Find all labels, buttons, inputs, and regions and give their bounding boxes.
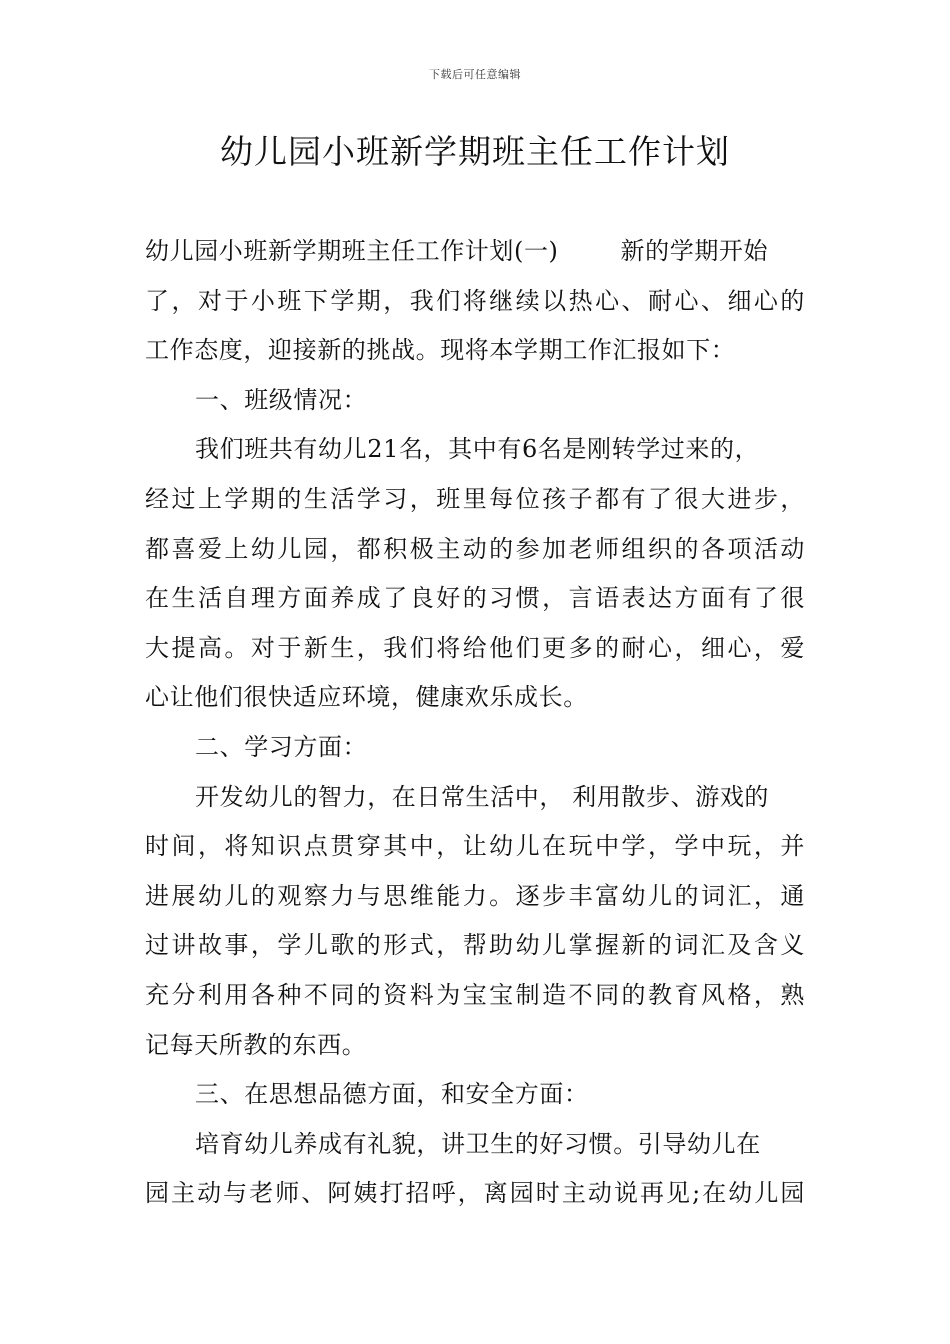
paragraph-line: 心让他们很快适应环境，健康欢乐成长。	[145, 683, 588, 712]
intro-subtitle: 幼儿园小班新学期班主任工作计划(一)	[145, 237, 559, 265]
section-heading-morality-safety: 三、在思想品德方面，和安全方面：	[195, 1080, 589, 1109]
paragraph-line: 记每天所教的东西。	[145, 1030, 367, 1059]
paragraph-line: 我们班共有幼儿21名，其中有6名是刚转学过来的，	[195, 435, 760, 464]
paragraph-line: 大提高。对于新生，我们将给他们更多的耐心，细心，爱	[145, 633, 805, 662]
paragraph-line: 培育幼儿养成有礼貌，讲卫生的好习惯。引导幼儿在	[195, 1129, 761, 1158]
section-heading-learning: 二、学习方面：	[195, 732, 368, 761]
document-title: 幼儿园小班新学期班主任工作计划	[220, 132, 730, 171]
intro-line-3: 工作态度，迎接新的挑战。现将本学期工作汇报如下：	[145, 336, 736, 365]
paragraph-line: 时间，将知识点贯穿其中，让幼儿在玩中学，学中玩，并	[145, 832, 805, 861]
intro-line-2: 了，对于小班下学期，我们将继续以热心、耐心、细心的	[145, 286, 805, 315]
paragraph-line: 都喜爱上幼儿园，都积极主动的参加老师组织的各项活动	[145, 534, 805, 563]
paragraph-line: 在生活自理方面养成了良好的习惯，言语表达方面有了很	[145, 584, 805, 613]
paragraph-line: 开发幼儿的智力，在日常生活中， 利用散步、游戏的	[195, 782, 770, 811]
paragraph-line: 经过上学期的生活学习，班里每位孩子都有了很大进步，	[145, 484, 805, 513]
paragraph-line: 进展幼儿的观察力与思维能力。逐步丰富幼儿的词汇，通	[145, 881, 805, 910]
intro-line-1	[145, 227, 805, 277]
paragraph-line: 充分利用各种不同的资料为宝宝制造不同的教育风格，熟	[145, 980, 805, 1009]
paragraph-line: 过讲故事，学儿歌的形式，帮助幼儿掌握新的词汇及含义	[145, 931, 805, 960]
paragraph-line: 园主动与老师、阿姨打招呼，离园时主动说再见;在幼儿园	[145, 1179, 805, 1208]
section-heading-class-situation: 一、班级情况：	[195, 385, 368, 414]
intro-line-1-rest: 新的学期开始	[620, 237, 769, 265]
page-header-note: 下载后可任意编辑	[429, 68, 521, 81]
document-body	[145, 227, 805, 1219]
